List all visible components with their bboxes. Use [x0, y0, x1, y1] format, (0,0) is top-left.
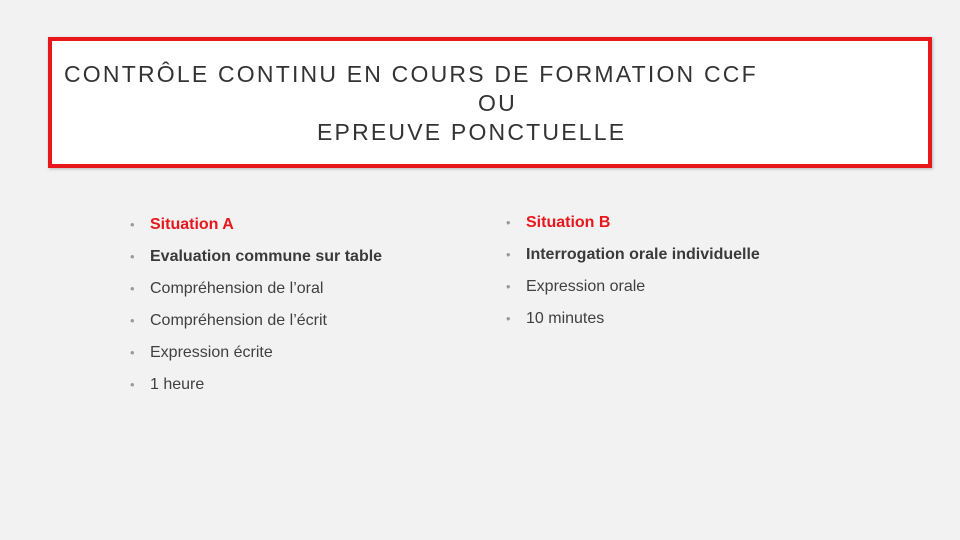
- list-item-label: Compréhension de l’écrit: [150, 312, 327, 329]
- list-item-label: 10 minutes: [526, 310, 605, 327]
- bullet-icon: •: [130, 249, 135, 264]
- bullet-icon: •: [506, 215, 511, 230]
- bullet-icon: •: [130, 377, 135, 392]
- list-item-label: Interrogation orale individuelle: [526, 246, 760, 263]
- bullet-icon: •: [130, 345, 135, 360]
- list-item-label: Compréhension de l’oral: [150, 280, 324, 297]
- list-item: [130, 243, 490, 275]
- list-item: [130, 307, 490, 339]
- list-item: [506, 305, 926, 337]
- bullet-icon: •: [130, 313, 135, 328]
- heading-label: Situation A: [150, 216, 234, 233]
- title-line-1: CONTRÔLE CONTINU EN COURS DE FORMATION CCF: [64, 61, 758, 87]
- list-heading-situation-b: [506, 209, 926, 241]
- situation-b-list: [506, 209, 926, 337]
- title-box: [48, 37, 932, 168]
- list-item: [130, 371, 490, 403]
- heading-label: Situation B: [526, 214, 611, 231]
- list-item-label: Expression orale: [526, 278, 646, 295]
- title-line-3: EPREUVE PONCTUELLE: [317, 119, 627, 145]
- bullet-icon: •: [506, 247, 511, 262]
- list-item: [506, 241, 926, 273]
- bullet-icon: •: [130, 217, 135, 232]
- list-item-label: Evaluation commune sur table: [150, 248, 383, 265]
- list-item-label: 1 heure: [150, 376, 205, 393]
- bullet-icon: •: [506, 311, 511, 326]
- bullet-icon: •: [130, 281, 135, 296]
- list-item-label: Expression écrite: [150, 344, 273, 361]
- situation-a-list: [130, 211, 490, 403]
- list-item: [130, 339, 490, 371]
- list-item: [506, 273, 926, 305]
- bullet-icon: •: [506, 279, 511, 294]
- list-item: [130, 275, 490, 307]
- title-line-2: OU: [478, 90, 517, 116]
- list-heading-situation-a: [130, 211, 490, 243]
- slide-title: [52, 60, 928, 147]
